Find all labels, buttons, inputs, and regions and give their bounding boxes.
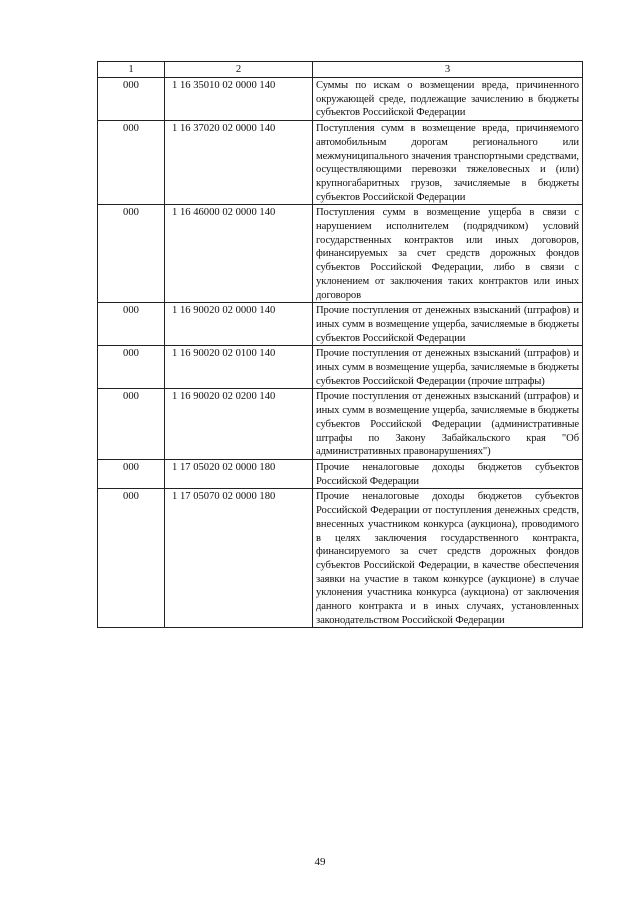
kbk-code-cell: 1 17 05070 02 0000 180	[165, 489, 313, 628]
admin-code-cell: 000	[98, 205, 165, 303]
table-row	[98, 78, 583, 121]
table-row	[98, 346, 583, 389]
table-row	[98, 121, 583, 205]
description-cell: Прочие поступления от денежных взысканий (штрафов) и иных сумм в возмещение ущерба, зачисляемые в бюджеты субъектов Российской Федерации (административные штрафы по Закону Забайкальского края "Об административных правонарушениях")	[313, 389, 583, 460]
description-cell: Прочие поступления от денежных взысканий (штрафов) и иных сумм в возмещение ущерба, зачисляемые в бюджеты субъектов Российской Федерации	[313, 303, 583, 346]
description-cell: Поступления сумм в возмещение вреда, причиняемого автомобильным дорогам регионального или межмуниципального значения транспортными средствами, осуществляющими перевозки тяжеловесных и (или) крупногабаритных грузов, зачисляемые в бюджеты субъектов Российской Федерации	[313, 121, 583, 205]
column-header-2: 2	[165, 62, 313, 78]
kbk-code-cell: 1 17 05020 02 0000 180	[165, 459, 313, 488]
table-row	[98, 459, 583, 488]
admin-code-cell: 000	[98, 346, 165, 389]
table-row	[98, 389, 583, 460]
admin-code-cell: 000	[98, 121, 165, 205]
description-cell: Прочие неналоговые доходы бюджетов субъектов Российской Федерации	[313, 459, 583, 488]
page-number: 49	[314, 856, 326, 868]
header-row	[98, 62, 583, 78]
description-cell: Прочие неналоговые доходы бюджетов субъектов Российской Федерации от поступления денежных средств, внесенных участником конкурса (аукциона), проводимого в целях заключения государственного контракта, финансируемого за счет средств дорожных фондов субъектов Российской Федерации, в качестве обеспечения заявки на участие в таком конкурсе (аукционе) в случае уклонения участника конкурса (аукциона) от заключения данного контракта и в иных случаях, установленных законодательством Российской Федерации	[313, 489, 583, 628]
table-row	[98, 205, 583, 303]
table-row	[98, 489, 583, 628]
description-cell: Прочие поступления от денежных взысканий (штрафов) и иных сумм в возмещение ущерба, зачисляемые в бюджеты субъектов Российской Федерации (прочие штрафы)	[313, 346, 583, 389]
admin-code-cell: 000	[98, 489, 165, 628]
kbk-code-cell: 1 16 90020 02 0200 140	[165, 389, 313, 460]
admin-code-cell: 000	[98, 459, 165, 488]
admin-code-cell: 000	[98, 303, 165, 346]
description-cell: Поступления сумм в возмещение ущерба в связи с нарушением исполнителем (подрядчиком) условий государственных контрактов или иных договоров, финансируемых за счет средств дорожных фондов субъектов Российской Федерации, либо в связи с уклонением от заключения таких контрактов или иных договоров	[313, 205, 583, 303]
table-row	[98, 303, 583, 346]
admin-code-cell: 000	[98, 389, 165, 460]
admin-code-cell: 000	[98, 78, 165, 121]
revenue-codes-table	[97, 61, 583, 628]
description-cell: Суммы по искам о возмещении вреда, причиненного окружающей среде, подлежащие зачислению в бюджеты субъектов Российской Федерации	[313, 78, 583, 121]
kbk-code-cell: 1 16 35010 02 0000 140	[165, 78, 313, 121]
kbk-code-cell: 1 16 46000 02 0000 140	[165, 205, 313, 303]
kbk-code-cell: 1 16 90020 02 0100 140	[165, 346, 313, 389]
column-header-1: 1	[98, 62, 165, 78]
kbk-code-cell: 1 16 90020 02 0000 140	[165, 303, 313, 346]
column-header-3: 3	[313, 62, 583, 78]
kbk-code-cell: 1 16 37020 02 0000 140	[165, 121, 313, 205]
